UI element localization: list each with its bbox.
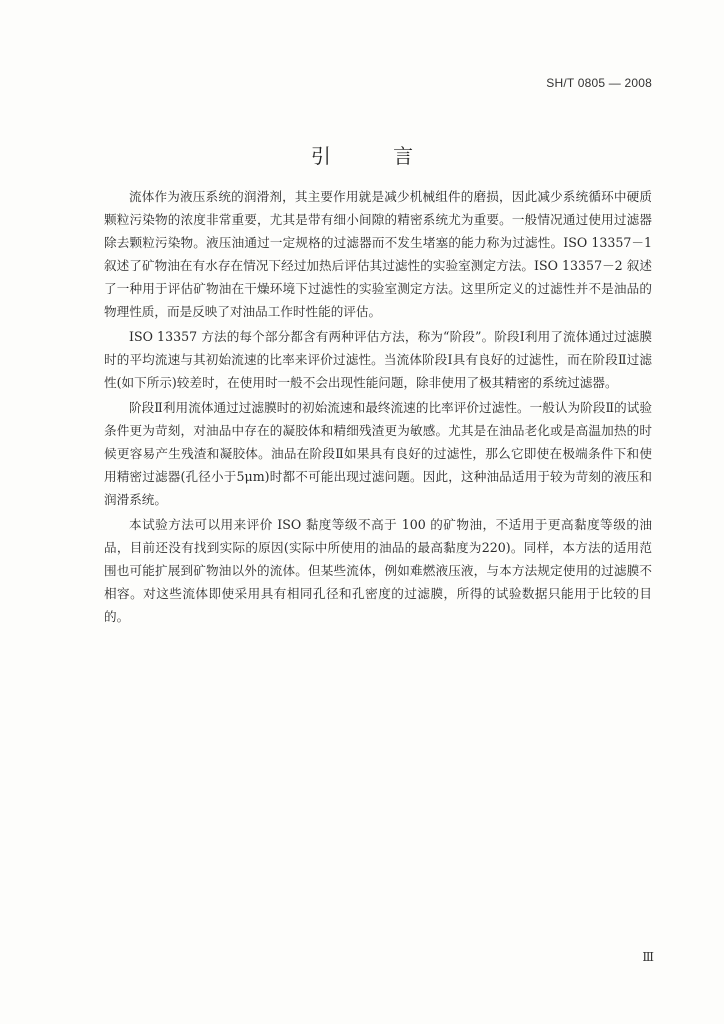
paragraph-3: 阶段Ⅱ利用流体通过过滤膜时的初始流速和最终流速的比率评价过滤性。一般认为阶段Ⅱ的试验条件更为苛刻，对油品中存在的凝胶体和精细残渣更为敏感。尤其是在油品老化或是高温加热的时候更容易产生残渣和凝胶体。油品在阶段Ⅱ如果具有良好的过滤性，那么它即使在极端条件下和使用精密过滤器(孔径小于5μm)时都不可能出现过滤问题。因此，这种油品适用于较为苛刻的液压和润滑系统。 xyxy=(104,400,652,507)
paragraph-1: 流体作为液压系统的润滑剂，其主要作用就是减少机械组件的磨损，因此减少系统循环中硬质颗粒污染物的浓度非常重要，尤其是带有细小间隙的精密系统尤为重要。一般情况通过使用过滤器除去颗粒污染物。液压油通过一定规格的过滤器而不发生堵塞的能力称为过滤性。ISO 13357－1 叙述了矿物油在有水存在情况下经过加热后评估其过滤性的实验室测定方法。ISO 13357－2 叙述了一种用于评估矿物油在干燥环境下过滤性的实验室测定方法。这里所定义的过滤性并不是油品的物理性质，而是反映了对油品工作时性能的评估。 xyxy=(104,189,652,319)
standard-code: SH/T 0805 — 2008 xyxy=(546,76,652,90)
page-number: Ⅲ xyxy=(642,950,654,964)
paragraph-4: 本试验方法可以用来评价 ISO 黏度等级不高于 100 的矿物油，不适用于更高黏度等级的油品，目前还没有找到实际的原因(实际中所使用的油品的最高黏度为220)。同样，本方法的适用范围也可能扩展到矿物油以外的流体。但某些流体，例如难燃液压液，与本方法规定使用的过滤膜不相容。对这些流体即使采用具有相同孔径和孔密度的过滤膜，所得的试验数据只能用于比较的目的。 xyxy=(104,517,652,624)
page-title: 引 言 xyxy=(310,144,442,168)
paragraph-2: ISO 13357 方法的每个部分都含有两种评估方法，称为“阶段”。阶段Ⅰ利用了流体通过过滤膜时的平均流速与其初始流速的比率来评价过滤性。当流体阶段Ⅰ具有良好的过滤性，而在阶段Ⅱ过滤性(如下所示)较差时，在使用时一般不会出现性能问题，除非使用了极其精密的系统过滤器。 xyxy=(104,329,652,390)
introduction-body xyxy=(104,185,652,630)
